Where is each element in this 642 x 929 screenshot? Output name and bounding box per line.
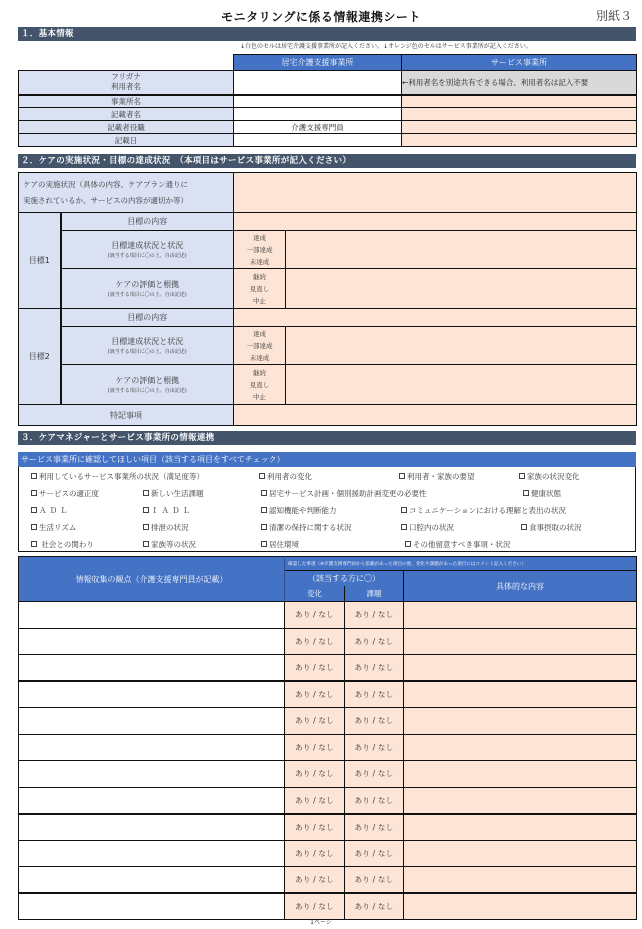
- goal2-evaluation-title: ケアの評価と根拠: [115, 376, 180, 385]
- change-toggle[interactable]: あり / なし: [285, 628, 345, 655]
- goal2-achievement-hint: (該当する項目に〇の上、自由記述): [107, 349, 187, 355]
- option-continue[interactable]: 継続: [253, 272, 266, 281]
- change-toggle[interactable]: あり / なし: [285, 840, 345, 867]
- option-partial[interactable]: 一部達成: [246, 341, 273, 350]
- check-label: 利用者の変化: [267, 472, 312, 481]
- detail-field[interactable]: [404, 655, 637, 682]
- check-life-rhythm[interactable]: [31, 522, 76, 533]
- checkbox-icon[interactable]: [143, 541, 149, 547]
- fill-instructions: ↓白色のセルは居宅介護支援事業所が記入ください。↓オレンジ色のセルはサービス事業所が記入ください。: [240, 43, 532, 50]
- goal1-content-label: 目標の内容: [61, 213, 234, 231]
- checkbox-icon[interactable]: [31, 541, 37, 547]
- check-label: サービスの適正度: [39, 489, 99, 498]
- viewpoint-field[interactable]: [19, 761, 285, 788]
- detail-field[interactable]: [404, 761, 637, 788]
- check-label: 家族等の状況: [151, 540, 196, 549]
- checkbox-icon[interactable]: [31, 473, 37, 479]
- table-row: [19, 840, 637, 867]
- table-row: [19, 655, 637, 682]
- col-detail-header: 具体的な内容: [404, 571, 637, 602]
- option-achieved[interactable]: 達成: [253, 329, 266, 338]
- option-review[interactable]: 見直し: [249, 380, 270, 389]
- goal1-achievement-label: [61, 231, 234, 269]
- check-service-appropriateness[interactable]: [31, 488, 99, 499]
- change-toggle[interactable]: あり / なし: [285, 787, 345, 814]
- goal2-achievement-title: 目標達成状況と状況: [111, 337, 184, 346]
- checkbox-icon[interactable]: [523, 490, 529, 496]
- checkbox-icon[interactable]: [519, 473, 525, 479]
- label-user-name: [19, 71, 234, 95]
- viewpoint-field[interactable]: [19, 840, 285, 867]
- checklist: [18, 467, 636, 552]
- goal2-achievement-options[interactable]: [234, 327, 286, 365]
- detail-field[interactable]: [404, 867, 637, 894]
- check-cognition[interactable]: [261, 505, 337, 516]
- detail-field[interactable]: [404, 602, 637, 629]
- issue-toggle[interactable]: あり / なし: [345, 761, 404, 788]
- goal2-evaluation-hint: (該当する項目に〇の上、自由記述): [107, 388, 187, 394]
- checkbox-icon[interactable]: [143, 490, 149, 496]
- service-date-field[interactable]: [402, 134, 637, 147]
- change-toggle[interactable]: あり / なし: [285, 867, 345, 894]
- check-iadl[interactable]: [143, 505, 193, 516]
- viewpoint-field[interactable]: [19, 787, 285, 814]
- checkbox-icon[interactable]: [261, 541, 267, 547]
- section-2-heading: ２．ケアの実施状況・目標の達成状況 （本項目はサービス事業所が記入ください）: [18, 154, 636, 168]
- table-row: [19, 893, 637, 920]
- option-continue[interactable]: 継続: [253, 368, 266, 377]
- change-toggle[interactable]: あり / なし: [285, 655, 345, 682]
- check-living-environment[interactable]: [261, 539, 299, 550]
- care-status-line2: 実施されているか、サービスの内容が適切か等）: [23, 195, 188, 205]
- check-label: 認知機能や判断能力: [269, 506, 337, 515]
- confirmed-items-note: 確認した事項（※介護支援専門員から依頼があった項目の他、変化や課題があった項目にはコメント記入ください）: [285, 557, 637, 571]
- checkbox-icon[interactable]: [261, 490, 267, 496]
- viewpoint-field[interactable]: [19, 655, 285, 682]
- service-user-name-note[interactable]: ←利用者名を別途共有できる場合、利用者名は記入不要: [402, 71, 637, 95]
- checkbox-icon[interactable]: [31, 524, 37, 530]
- goal1-evaluation-field[interactable]: [286, 269, 637, 309]
- check-health[interactable]: [523, 488, 561, 499]
- label-writer-name: 記載者名: [19, 108, 234, 121]
- checkbox-icon[interactable]: [401, 507, 407, 513]
- label-office-name: 事業所名: [19, 95, 234, 108]
- checklist-heading: サービス事業所に確認してほしい項目（該当する項目をすべてチェック）: [18, 452, 636, 467]
- option-stop[interactable]: 中止: [253, 392, 266, 401]
- care-writer-name-field[interactable]: [234, 108, 402, 121]
- check-label: コミュニケーションにおける理解と表出の状況: [409, 506, 567, 515]
- change-toggle[interactable]: あり / なし: [285, 761, 345, 788]
- issue-toggle[interactable]: あり / なし: [345, 734, 404, 761]
- detail-field[interactable]: [404, 681, 637, 708]
- care-status-table: [18, 172, 637, 426]
- table-row: [19, 628, 637, 655]
- table-row: [19, 761, 637, 788]
- goal1-achievement-options[interactable]: [234, 231, 286, 269]
- checkbox-icon[interactable]: [261, 524, 267, 530]
- check-label: ＩＡＤＬ: [151, 506, 193, 515]
- goal2-content-field[interactable]: [234, 309, 637, 327]
- check-communication[interactable]: [401, 505, 566, 516]
- check-label: 利用しているサービス事業所の状況（満足度等）: [39, 472, 204, 481]
- viewpoint-field[interactable]: [19, 602, 285, 629]
- checkbox-icon[interactable]: [143, 524, 149, 530]
- viewpoint-field[interactable]: [19, 867, 285, 894]
- goal1-evaluation-hint: (該当する項目に〇の上、自由記述): [107, 292, 187, 298]
- care-user-name-field[interactable]: [234, 71, 402, 95]
- check-other[interactable]: [405, 539, 510, 550]
- table-row: [19, 681, 637, 708]
- goal1-achievement-field[interactable]: [286, 231, 637, 269]
- section-3-heading: ３．ケアマネジャーとサービス事業所の情報連携: [18, 431, 636, 445]
- col-issue-header: 課題: [345, 586, 404, 602]
- table-row: [19, 787, 637, 814]
- check-label: 居宅サービス計画・個別援助計画変更の必要性: [269, 489, 427, 498]
- checkbox-icon[interactable]: [31, 507, 37, 513]
- issue-toggle[interactable]: あり / なし: [345, 628, 404, 655]
- special-notes-field[interactable]: [234, 405, 637, 426]
- goal1-evaluation-title: ケアの評価と根拠: [115, 280, 180, 289]
- col-viewpoint-header: 情報収集の観点（介護支援専門員が記載）: [19, 557, 285, 602]
- table-row: [19, 708, 637, 735]
- section-1-heading: １．基本情報: [18, 27, 636, 41]
- detail-field[interactable]: [404, 787, 637, 814]
- option-partial[interactable]: 一部達成: [246, 245, 273, 254]
- label-writer-role: 記載者役職: [19, 121, 234, 134]
- check-label: 健康状態: [531, 489, 561, 498]
- checkbox-icon[interactable]: [261, 507, 267, 513]
- check-family-status[interactable]: [143, 539, 196, 550]
- goal2-achievement-field[interactable]: [286, 327, 637, 365]
- option-not-achieved[interactable]: 未達成: [249, 353, 270, 362]
- check-oral[interactable]: [401, 522, 454, 533]
- issue-toggle[interactable]: あり / なし: [345, 840, 404, 867]
- checkbox-icon[interactable]: [143, 507, 149, 513]
- check-label: 排泄の状況: [151, 523, 189, 532]
- page-title: モニタリングに係る情報連携シート: [221, 10, 421, 24]
- annex-label: 別紙３: [595, 9, 632, 23]
- col-change-header: 変化: [285, 586, 345, 602]
- page-number: 1ページ: [310, 919, 332, 926]
- goal1-achievement-title: 目標達成状況と状況: [111, 241, 184, 250]
- check-family-change[interactable]: [519, 471, 580, 482]
- issue-toggle[interactable]: あり / なし: [345, 867, 404, 894]
- blank-corner: [19, 55, 234, 71]
- service-writer-name-field[interactable]: [402, 108, 637, 121]
- change-toggle[interactable]: あり / なし: [285, 814, 345, 841]
- check-service-office-status[interactable]: [31, 471, 204, 482]
- checkbox-icon[interactable]: [521, 524, 527, 530]
- issue-toggle[interactable]: あり / なし: [345, 681, 404, 708]
- detail-field[interactable]: [404, 814, 637, 841]
- detail-field[interactable]: [404, 893, 637, 920]
- service-writer-role-field[interactable]: [402, 121, 637, 134]
- check-user-family-request[interactable]: [399, 471, 475, 482]
- checkbox-icon[interactable]: [401, 524, 407, 530]
- table-row: [19, 734, 637, 761]
- issue-toggle[interactable]: あり / なし: [345, 814, 404, 841]
- viewpoint-field[interactable]: [19, 708, 285, 735]
- goal2-evaluation-field[interactable]: [286, 365, 637, 405]
- care-writer-role-field[interactable]: 介護支援専門員: [234, 121, 402, 134]
- detail-field[interactable]: [404, 628, 637, 655]
- check-social[interactable]: [31, 539, 94, 550]
- issue-toggle[interactable]: あり / なし: [345, 602, 404, 629]
- viewpoint-field[interactable]: [19, 734, 285, 761]
- detail-field[interactable]: [404, 840, 637, 867]
- check-label: 清潔の保持に関する状況: [269, 523, 352, 532]
- goal1-evaluation-label: [61, 269, 234, 309]
- goal1-achievement-hint: (該当する項目に〇の上、自由記述): [107, 253, 187, 259]
- check-label: 社会との関わり: [39, 540, 94, 549]
- check-adl[interactable]: [31, 505, 71, 516]
- info-exchange-table: [18, 556, 637, 920]
- col-care-office: 居宅介護支援事業所: [234, 55, 402, 71]
- check-label: ＡＤＬ: [39, 506, 71, 515]
- change-toggle[interactable]: あり / なし: [285, 602, 345, 629]
- goal2-evaluation-label: [61, 365, 234, 405]
- change-toggle[interactable]: あり / なし: [285, 708, 345, 735]
- check-hygiene[interactable]: [261, 522, 352, 533]
- option-review[interactable]: 見直し: [249, 284, 270, 293]
- change-toggle[interactable]: あり / なし: [285, 893, 345, 920]
- furigana-label: フリガナ: [111, 72, 141, 82]
- viewpoint-field[interactable]: [19, 628, 285, 655]
- goal2-content-label: 目標の内容: [61, 309, 234, 327]
- issue-toggle[interactable]: あり / なし: [345, 787, 404, 814]
- col-service-office: サービス事業所: [402, 55, 637, 71]
- table-row: [19, 867, 637, 894]
- option-stop[interactable]: 中止: [253, 296, 266, 305]
- mark-hint: （該当する方に〇）: [285, 571, 404, 586]
- detail-field[interactable]: [404, 708, 637, 735]
- label-care-status: [19, 173, 234, 213]
- check-label: 新しい生活課題: [151, 489, 204, 498]
- option-achieved[interactable]: 達成: [253, 233, 266, 242]
- goal1-label: 目標1: [19, 213, 61, 309]
- check-plan-change-need[interactable]: [261, 488, 427, 499]
- checkbox-icon[interactable]: [31, 490, 37, 496]
- special-notes-label: 特記事項: [19, 405, 234, 426]
- change-toggle[interactable]: あり / なし: [285, 681, 345, 708]
- goal1-evaluation-options[interactable]: [234, 269, 286, 309]
- change-toggle[interactable]: あり / なし: [285, 734, 345, 761]
- care-status-line1: ケアの実施状況（具体の内容、ケアプラン通りに: [23, 179, 188, 189]
- care-office-name-field[interactable]: [234, 95, 402, 108]
- check-label: その他留意すべき事項・状況: [413, 540, 511, 549]
- table-row: [19, 814, 637, 841]
- goal1-content-field[interactable]: [234, 213, 637, 231]
- check-label: 利用者・家族の要望: [407, 472, 475, 481]
- check-user-change[interactable]: [259, 471, 312, 482]
- table-row: [19, 602, 637, 629]
- check-label: 生活リズム: [39, 523, 77, 532]
- issue-toggle[interactable]: あり / なし: [345, 708, 404, 735]
- goal2-label: 目標2: [19, 309, 61, 405]
- checkbox-icon[interactable]: [399, 473, 405, 479]
- option-not-achieved[interactable]: 未達成: [249, 257, 270, 266]
- label-date: 記載日: [19, 134, 234, 147]
- user-name-label: 利用者名: [111, 82, 141, 92]
- checkbox-icon[interactable]: [405, 541, 411, 547]
- check-label: 口腔内の状況: [409, 523, 454, 532]
- care-date-field[interactable]: [234, 134, 402, 147]
- care-status-field[interactable]: [234, 173, 637, 213]
- detail-field[interactable]: [404, 734, 637, 761]
- basic-info-table: [18, 54, 637, 147]
- goal2-achievement-label: [61, 327, 234, 365]
- check-label: 居住環境: [269, 540, 299, 549]
- check-label: 食事摂取の状況: [529, 523, 582, 532]
- checkbox-icon[interactable]: [259, 473, 265, 479]
- check-new-life-issue[interactable]: [143, 488, 204, 499]
- check-excretion[interactable]: [143, 522, 189, 533]
- goal2-evaluation-options[interactable]: [234, 365, 286, 405]
- check-meal[interactable]: [521, 522, 582, 533]
- service-office-name-field[interactable]: [402, 95, 637, 108]
- viewpoint-field[interactable]: [19, 681, 285, 708]
- issue-toggle[interactable]: あり / なし: [345, 893, 404, 920]
- check-label: 家族の状況変化: [527, 472, 580, 481]
- viewpoint-field[interactable]: [19, 893, 285, 920]
- viewpoint-field[interactable]: [19, 814, 285, 841]
- issue-toggle[interactable]: あり / なし: [345, 655, 404, 682]
